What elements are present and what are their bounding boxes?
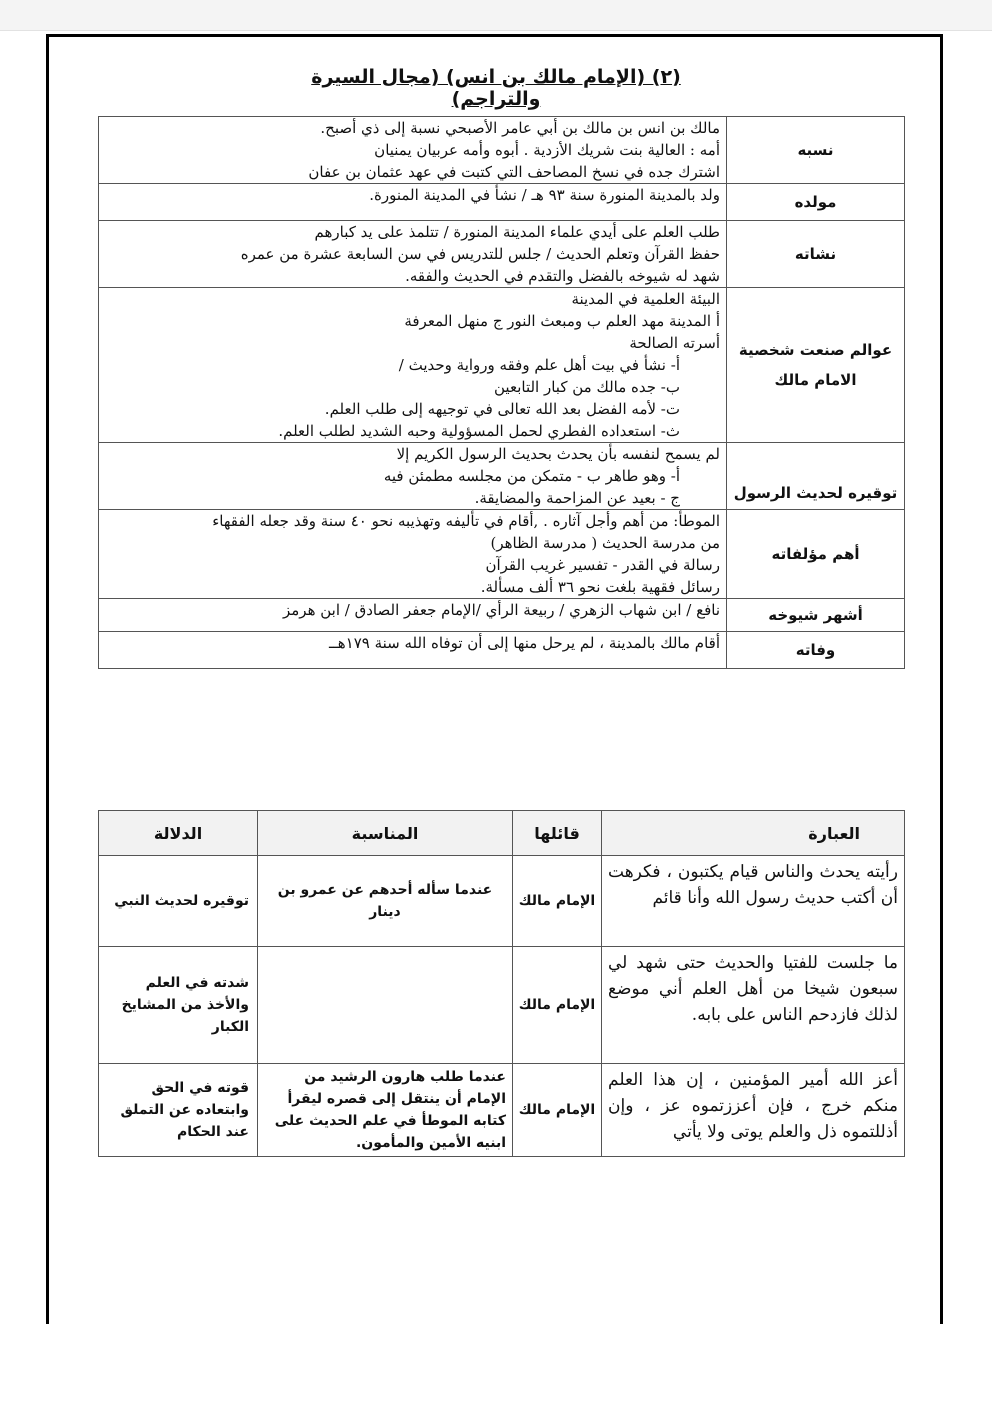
quote-meaning: شدته في العلم والأخذ من المشايخ الكبار [99,947,258,1064]
biography-table [98,116,905,669]
bio-line: نافع / ابن شهاب الزهري / ربيعة الرأي /الإمام جعفر الصادق / ابن هرمز [283,601,720,619]
header-meaning: الدلالة [99,811,258,856]
bio-row-works [99,510,905,599]
bio-line: رسائل فقهية بلغت نحو ٣٦ ألف مسألة. [480,578,720,596]
quote-speaker: الإمام مالك [513,947,602,1064]
quote-text: ما جلست للفتيا والحديث حتى شهد لي سبعون شيخا من أهل العلم أني موضع لذلك فازدحم الناس على بابه. [602,947,905,1064]
quotes-header-row [99,811,905,856]
bio-value [99,288,727,443]
bio-row-birth [99,184,905,221]
bio-line: أ المدينة مهد العلم ب ومبعث النور ج منهل المعرفة [404,312,720,330]
bio-row-influences [99,288,905,443]
bio-line: أسرته الصالحة [629,334,720,352]
bio-label: نسبه [727,117,905,184]
bio-label: مولده [727,184,905,221]
bio-row-lineage [99,117,905,184]
quote-speaker: الإمام مالك [513,856,602,947]
bio-value [99,510,727,599]
bio-row-upbringing [99,221,905,288]
quote-speaker: الإمام مالك [513,1064,602,1157]
bio-line: ج - بعيد عن المزاحمة والمضايقة. [474,489,680,507]
header-occasion: المناسبة [258,811,513,856]
bio-value [99,221,727,288]
quotes-table [98,810,905,1157]
bio-line: لم يسمح لنفسه بأن يحدث بحديث الرسول الكريم إلا [396,445,720,463]
quote-row [99,947,905,1064]
bio-line: البيئة العلمية في المدينة [571,290,720,308]
bio-line: ث- استعداده الفطري لحمل المسؤولية وحبه الشديد لطلب العلم. [278,422,680,440]
bio-label: توقيره لحديث الرسول [727,443,905,510]
bio-line: طلب العلم على أيدي علماء المدينة المنورة / تتلمذ على يد كبارهم [314,223,720,241]
bio-value [99,184,727,221]
bio-line: أمه : العالية بنت شريك الأزدية . أبوه وأمه عربيان يمنيان [374,141,720,159]
bio-value [99,599,727,632]
quote-text: رأيته يحدث والناس قيام يكتبون ، فكرهت أن أكتب حديث رسول الله وأنا قائم [602,856,905,947]
bio-label: وفاته [727,632,905,669]
bio-line: أ- وهو طاهر ب - متمكن من مجلسه مطمئن فيه [383,467,680,485]
bio-row-death [99,632,905,669]
bio-value [99,117,727,184]
bio-label: أهم مؤلفاته [727,510,905,599]
header-speaker: قائلها [513,811,602,856]
bio-line: حفظ القرآن وتعلم الحديث / جلس للتدريس في سن السابعة عشرة من عمره [240,245,720,263]
bio-line: مالك بن انس بن مالك بن أبي عامر الأصبحي نسبة إلى ذي أصبح. [320,119,720,137]
bio-line: شهد له شيوخه بالفضل والتقدم في الحديث والفقه. [405,267,720,285]
quote-meaning: توقيره لحديث النبي [99,856,258,947]
bio-line: اشترك جده في نسخ المصاحف التي كتبت في عهد عثمان بن عفان [308,163,720,181]
bio-line: ت- لأمه الفضل بعد الله تعالى في توجيهه إلى طلب العلم. [324,400,680,418]
quote-row [99,1064,905,1157]
quote-text: أعز الله أمير المؤمنين ، إن هذا العلم منكم خرج ، فإن أعززتموه عز ، وإن أذللتموه ذل والعلم يوتى ولا يأتي [602,1064,905,1157]
header-quote: العبارة [602,811,905,856]
bio-line: رسالة في القدر - تفسير غريب القرآن [485,556,720,574]
bio-label: عوالم صنعت شخصية الامام مالك [727,288,905,443]
bio-value [99,632,727,669]
quote-occasion [258,947,513,1064]
bio-line: من مدرسة الحديث ( مدرسة الظاهر) [490,534,720,552]
bio-row-reverence [99,443,905,510]
bio-value [99,443,727,510]
bio-label: أشهر شيوخه [727,599,905,632]
quote-occasion: عندما سأله أحدهم عن عمرو بن دينار [258,856,513,947]
bio-label: نشاته [727,221,905,288]
bio-line: ولد بالمدينة المنورة سنة ٩٣ هـ / نشأ في المدينة المنورة. [369,186,720,204]
quote-row [99,856,905,947]
viewer-top-bar [0,0,992,31]
page-title: (٢) (الإمام مالك بن انس) (مجال السيرة والتراجم) [311,66,681,110]
quote-occasion: عندما طلب هارون الرشيد من الإمام أن ينتقل إلى قصره ليقرأ كتابه الموطأ في علم الحديث على ابنيه الأمين والمأمون. [258,1064,513,1157]
bio-row-teachers [99,599,905,632]
bio-line: الموطأ: من أهم وأجل آثاره . ,أقام في تأليفه وتهذيبه نحو ٤٠ سنة وقد جعله الفقهاء [212,512,720,530]
quote-meaning: قوته في الحق وابتعاده عن التملق عند الحكام [99,1064,258,1157]
bio-line: ب- جده مالك من كبار التابعين [494,378,680,396]
bio-line: أ- نشأ في بيت أهل علم وفقه ورواية وحديث / [398,356,680,374]
bio-line: أقام مالك بالمدينة ، لم يرحل منها إلى أن توفاه الله سنة ١٧٩هــ [328,634,720,652]
